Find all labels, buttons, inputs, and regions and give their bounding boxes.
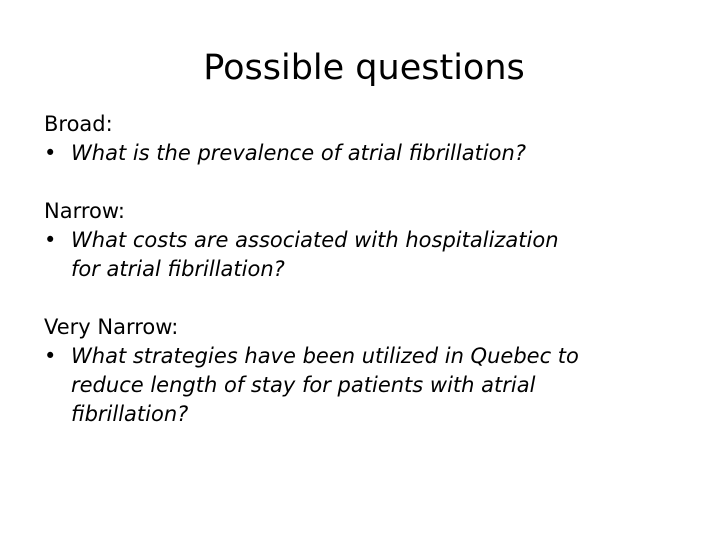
bullet-line: What strategies have been utilized in Quebec to bbox=[71, 344, 579, 368]
bullet-text-broad bbox=[71, 139, 684, 168]
bullet-line: fibrillation? bbox=[71, 402, 189, 426]
bullet-line: What is the prevalence of atrial fibrillation? bbox=[71, 141, 526, 165]
bullet-line: What costs are associated with hospitalization bbox=[71, 228, 559, 252]
bullet-broad bbox=[44, 139, 684, 168]
bullet-icon: • bbox=[44, 228, 57, 252]
bullet-line: reduce length of stay for patients with atrial bbox=[71, 373, 536, 397]
section-label-very-narrow: Very Narrow: bbox=[44, 315, 179, 339]
section-label-narrow: Narrow: bbox=[44, 199, 125, 223]
bullet-text-very-narrow bbox=[71, 342, 684, 429]
section-gap bbox=[44, 168, 684, 197]
slide-title: Possible questions bbox=[203, 48, 525, 88]
section-gap bbox=[44, 284, 684, 313]
bullet-very-narrow bbox=[44, 342, 684, 429]
bullet-icon: • bbox=[44, 141, 57, 165]
section-label-broad: Broad: bbox=[44, 112, 113, 136]
bullet-text-narrow bbox=[71, 226, 684, 284]
bullet-icon: • bbox=[44, 344, 57, 368]
slide-content bbox=[44, 110, 684, 429]
bullet-line: for atrial fibrillation? bbox=[71, 257, 285, 281]
bullet-narrow bbox=[44, 226, 684, 284]
